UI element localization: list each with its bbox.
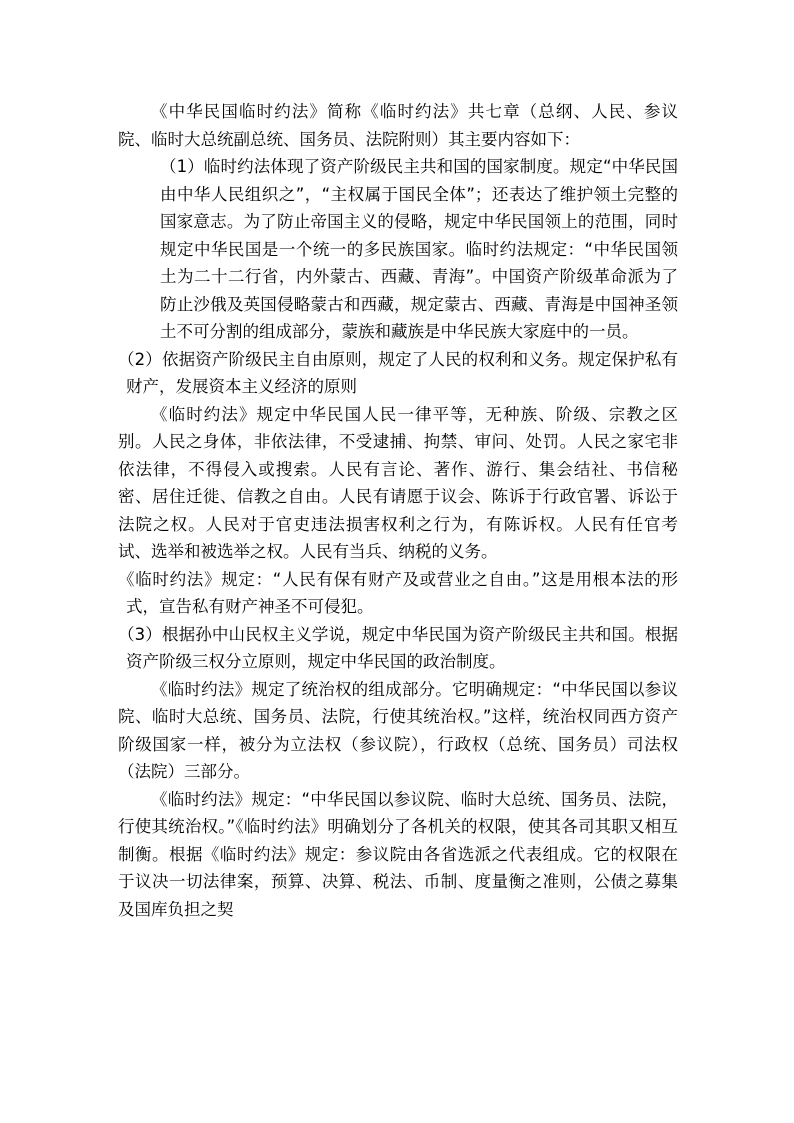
rights-paragraph: 《临时约法》规定中华民国人民一律平等，无种族、阶级、宗教之区别。人民之身体，非依法律，不受逮捕、拘禁、审问、处罚。人民之家宅非依法律，不得侵入或搜索。人民有言论、著作、游行、集会结社、书信秘密、居住迁徙、信教之自由。人民有请愿于议会、陈诉于行政官署、诉讼于法院之权。人民对于官吏违法损害权利之行为，有陈诉权。人民有任官考试、选举和被选举之权。人民有当兵、纳税的义务。 bbox=[118, 404, 678, 561]
section-3-heading: （3）根据孙中山民权主义学说，规定中华民国为资产阶级民主共和国。根据资产阶级三权分立原则，规定中华民国的政治制度。 bbox=[118, 624, 678, 671]
property-paragraph: 《临时约法》规定：“人民有保有财产及或营业之自由。”这是用根本法的形式，宣告私有财产神圣不可侵犯。 bbox=[118, 569, 678, 616]
intro-paragraph: 《中华民国临时约法》简称《临时约法》共七章（总纲、人民、参议院、临时大总统副总统、国务员、法院附则）其主要内容如下： bbox=[118, 102, 678, 149]
section-1-paragraph: （1）临时约法体现了资产阶级民主共和国的国家制度。规定“中华民国由中华人民组织之”，“主权属于国民全体”；还表达了维护领土完整的国家意志。为了防止帝国主义的侵略，规定中华民国领上的范围，同时规定中华民国是一个统一的多民族国家。临时约法规定：“中华民国领土为二十二行省，内外蒙古、西藏、青海”。中国资产阶级革命派为了防止沙俄及英国侵略蒙古和西藏，规定蒙古、西藏、青海是中国神圣领土不可分割的组成部分，蒙族和藏族是中华民族大家庭中的一员。 bbox=[160, 157, 678, 341]
section-2-heading: （2）依据资产阶级民主自由原则，规定了人民的权利和义务。规定保护私有财产，发展资本主义经济的原则 bbox=[118, 349, 678, 396]
governance-paragraph: 《临时约法》规定了统治权的组成部分。它明确规定：“中华民国以参议院、临时大总统、国务员、法院，行使其统治权。”这样，统治权同西方资产阶级国家一样，被分为立法权（参议院），行政权（总统、国务员）司法权（法院）三部分。 bbox=[118, 679, 678, 781]
document-body bbox=[118, 98, 678, 923]
powers-paragraph: 《临时约法》规定：“中华民国以参议院、临时大总统、国务员、法院，行使其统治权。”《临时约法》明确划分了各机关的权限，使其各司其职又相互制衡。根据《临时约法》规定：参议院由各省选派之代表组成。它的权限在于议决一切法律案，预算、决算、税法、币制、度量衡之准则，公债之募集及国库负担之契 bbox=[118, 789, 678, 919]
